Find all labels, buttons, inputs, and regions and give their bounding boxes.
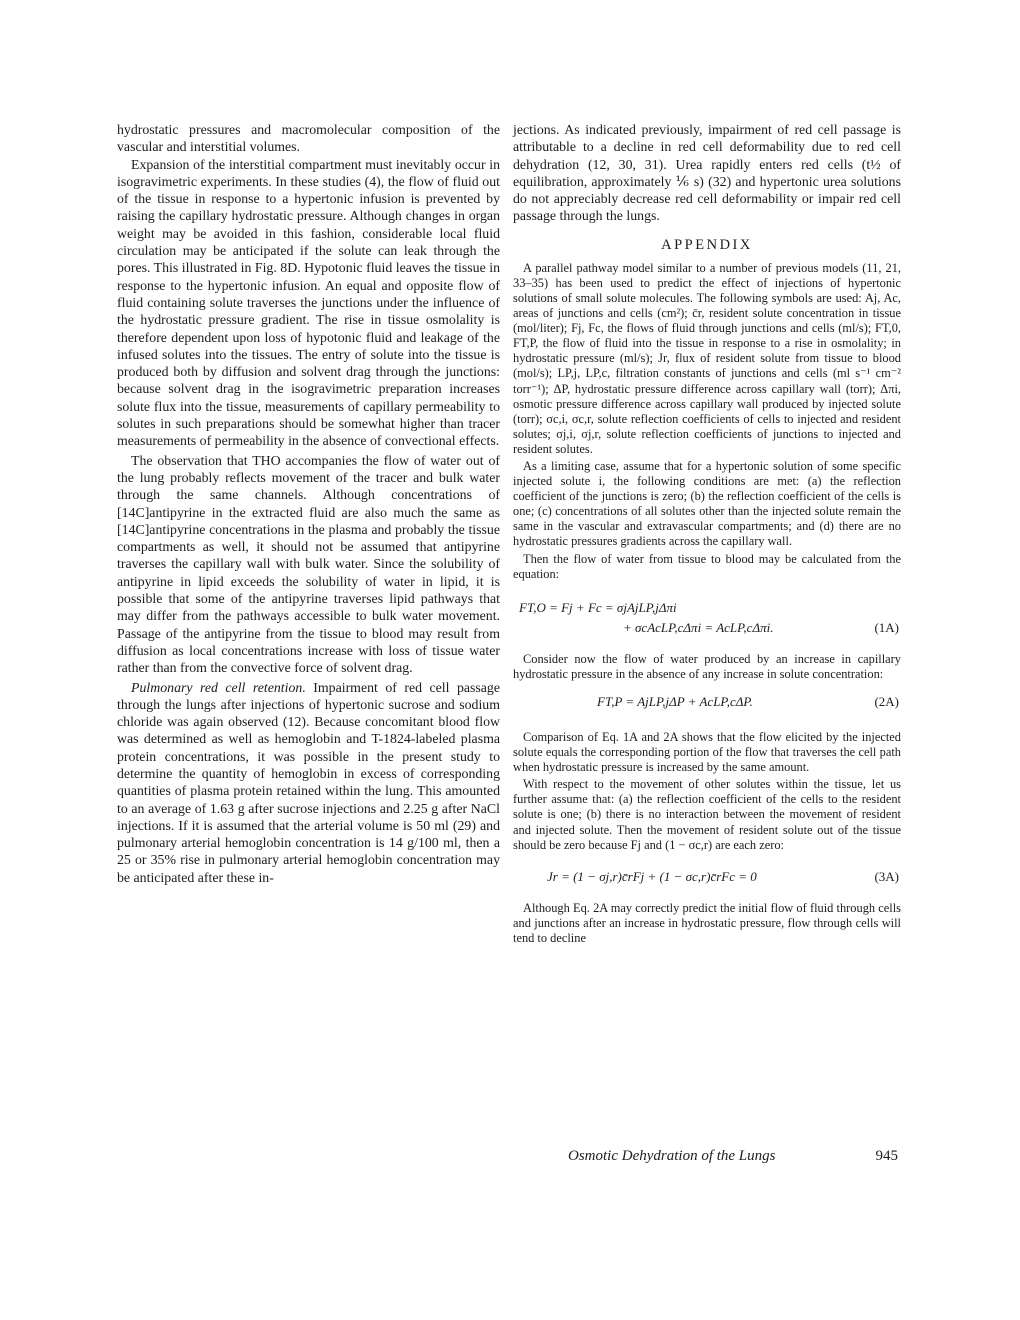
equation-3a [513, 869, 901, 889]
right-column [513, 121, 901, 946]
page-footer [568, 1148, 898, 1165]
equation-2a [513, 694, 901, 714]
left-paragraph-4 [117, 679, 500, 887]
equation-3a-number: (3A) [874, 868, 899, 884]
left-paragraph-2: Expansion of the interstitial compartment must inevitably occur in isogravimetric experiments. In these studies (4), the flow of fluid out of the tissue in response to a hypertonic infusion is prevented by raising the capillary hydrostatic pressure. Although changes in organ weight may be avoided in this fashion, considerable local fluid circulation may be anticipated if the solute can leak through the pores. This illustrated in Fig. 8D. Hypotonic fluid leaves the tissue in response to the hypertonic infusion. An equal and opposite flow of fluid containing solute traverses the junctions under the influence of the hydrostatic pressure gradient. The rise in tissue osmolality is therefore dependent upon loss of hypotonic fluid and leakage of the infused solutes into the tissues. The entry of solute into the tissue is produced both by diffusion and solvent drag through the junctions: because solvent drag in the isogravimetric preparation increases solute flux into the tissue, measurements of capillary permeability to solutes in such preparations should be somewhat higher than tracer measurements of permeability in the absence of convectional effects. [117, 156, 500, 449]
appendix-paragraph-3: Then the flow of water from tissue to blood may be calculated from the equation: [513, 551, 901, 581]
running-title: Osmotic Dehydration of the Lungs [568, 1148, 776, 1164]
appendix-paragraph-4: Consider now the flow of water produced by an increase in capillary hydrostatic pressure in the absence of any increase in solute concentration: [513, 651, 901, 681]
equation-2a-body: FT,P = AjLP,jΔP + AcLP,cΔP. [597, 693, 753, 709]
appendix-paragraph-7: Although Eq. 2A may correctly predict the initial flow of fluid through cells and junctions after an increase in hydrostatic pressure, flow through cells will tend to decline [513, 900, 901, 945]
equation-1a [513, 600, 901, 638]
left-column [117, 121, 500, 886]
page-number: 945 [875, 1148, 898, 1164]
appendix-paragraph-2: As a limiting case, assume that for a hypertonic solution of some specific injected solute i, the following conditions are met: (a) the reflection coefficient of the junctions is zero; (b) the reflection coefficient of the cells is one; (c) concentrations of all solutes other than the injected solute remain the same in the vascular and extravascular compartments; and (d) there are no hydrostatic pressures gradients across the capillary wall. [513, 459, 901, 549]
section-heading-red-cell-retention: Pulmonary red cell retention. [131, 679, 306, 695]
equation-2a-number: (2A) [874, 693, 899, 709]
appendix-paragraph-5: Comparison of Eq. 1A and 2A shows that the flow elicited by the injected solute equals the corresponding portion of the flow that traverses the cell path when hydrostatic pressure is increased by the same amount. [513, 729, 901, 775]
appendix-paragraph-6: With respect to the movement of other solutes within the tissue, let us further assume that: (a) the reflection coefficient of the cells to the resident solute is one; (b) there is no interaction between the movement of resident and injected solute. Then the movement of resident solute out of the tissue should be zero because Fj and (1 − σc,r) are each zero: [513, 777, 901, 852]
equation-1a-number: (1A) [874, 619, 899, 635]
equation-3a-body: Jr = (1 − σj,r)c̄rFj + (1 − σc,r)c̄rFc = 0 [547, 868, 757, 884]
appendix-title: APPENDIX [661, 236, 753, 253]
equation-1a-line-1: FT,O = Fj + Fc = σjAjLP,jΔπi [519, 599, 677, 615]
equation-1a-line-2: + σcAcLP,cΔπi = AcLP,cΔπi. [623, 619, 774, 635]
right-paragraph-1: jections. As indicated previously, impairment of red cell passage is attributable to a decline in red cell deformability due to red cell dehydration (12, 30, 31). Urea rapidly enters red cells (t½ of equilibration, approximately ⅙ s) (32) and hypertonic urea solutions do not appreciably decrease red cell deformability or impair red cell passage through the lungs. [513, 122, 901, 224]
left-paragraph-3: The observation that THO accompanies the flow of water out of the lung probably reflects movement of the tracer and bulk water through the same channels. Although concentrations of [14C]antipyrine in the extracted fluid are also much the same as [14C]antipyrine concentrations in the plasma and probably the tissue compartments as well, it should not be assumed that antipyrine traverses the capillary wall with bulk water. Since the solubility of antipyrine in lipid exceeds the solubility of water in lipid, it is possible that some of the antipyrine traverses lipid pathways that may differ from the pathways accessible to bulk water movement. Passage of the antipyrine from the tissue to blood may result from diffusion as local concentrations increase with loss of tissue water rather than from the convective force of solvent drag. [117, 452, 500, 676]
left-paragraph-4-text: Impairment of red cell passage through the lungs after injections of hypertonic sucrose and sodium chloride was again observed (12). Because concomitant blood flow was determined as well as hemoglobin and T-1824-labeled plasma protein concentrations, it was possible in the present study to determine the quantity of hemoglobin in excess of corresponding quantities of plasma protein retained within the lung. This amounted to an average of 1.63 g after sucrose injections and 2.25 g after NaCl injections. If it is assumed that the arterial volume is 50 ml (29) and pulmonary arterial hemoglobin concentration is 14 g/100 ml, then a 25 or 35% rise in pulmonary arterial hemoglobin concentration may be anticipated after these in- [117, 679, 500, 885]
left-paragraph-1: hydrostatic pressures and macromolecular composition of the vascular and interstitial volumes. [117, 122, 500, 155]
appendix-paragraph-1: A parallel pathway model similar to a number of previous models (11, 21, 33–35) has been used to predict the effect of injections of hypertonic solutions of small solute molecules. The following symbols are used: Aj, Ac, areas of junctions and cells (cm²); c̄r, resident solute concentration in tissue (mol/liter); Fj, Fc, the flows of fluid through junctions and cells (ml/s); FT,0, FT,P, the flow of fluid into the tissue in response to a rise in osmolality; in hydrostatic pressure (ml/s); Jr, flux of resident solute from tissue to blood (mol/s); LP,j, LP,c, filtration constants of junctions and cells (ml s⁻¹ cm⁻² torr⁻¹); ΔP, hydrostatic pressure difference across capillary wall (torr); Δπi, osmotic pressure difference across capillary wall produced by injected solute (torr); σc,i, σc,r, solute reflection coefficients of cells to injected and resident solutes; σj,i, σj,r, solute reflection coefficients of junctions to injected and resident solutes. [513, 260, 901, 456]
